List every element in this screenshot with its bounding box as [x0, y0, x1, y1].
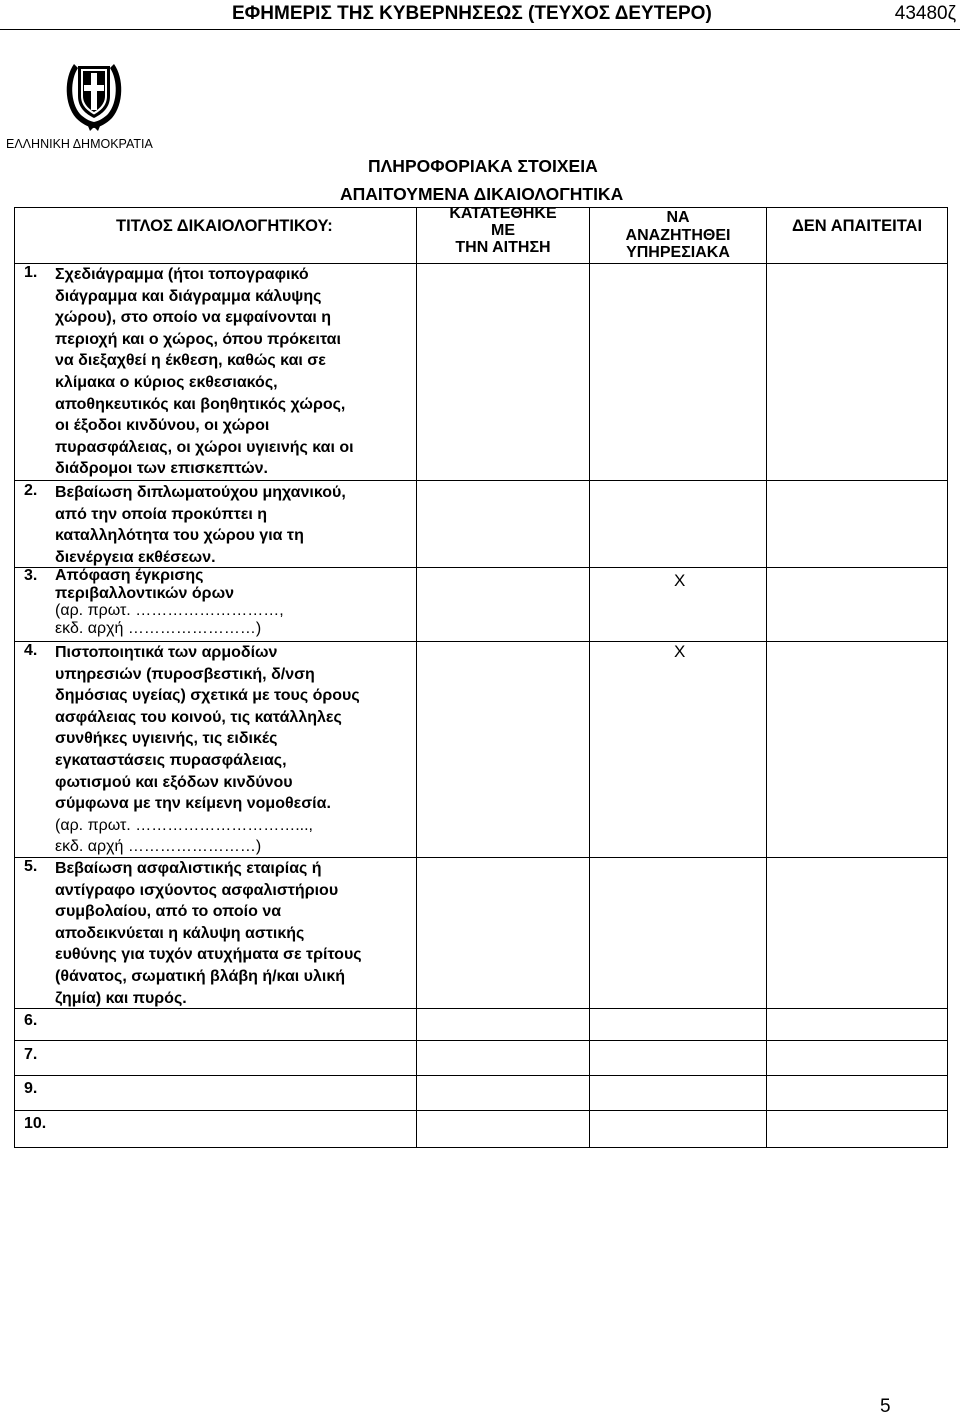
ex-officio-mark: Χ [674, 642, 686, 661]
row-line: διενέργεια εκθέσεων. [55, 548, 216, 566]
info-heading: ΠΛΗΡΟΦΟΡΙΑΚΑ ΣΤΟΙΧΕΙΑ [368, 156, 598, 176]
row-line: σύμφωνα με την κείμενη νομοθεσία. [55, 795, 331, 813]
row-line: Βεβαίωση διπλωματούχου μηχανικού, [55, 484, 346, 501]
row-line: Απόφαση έγκρισης [55, 567, 204, 584]
row-reference-line: (αρ. πρωτ. ………………………, [55, 602, 284, 619]
column-header-ex-officio-line: ΥΠΗΡΕΣΙΑΚΑ [626, 244, 730, 261]
row-number: 1. [24, 264, 38, 281]
row-line: περιοχή και ο χώρος, όπου πρόκειται [55, 330, 341, 348]
column-header-submitted [417, 205, 589, 256]
row-line: ασφάλειας του κοινού, τις κατάλληλες [55, 708, 342, 726]
row-number: 9. [24, 1080, 38, 1097]
row-description [55, 264, 354, 480]
column-header-title: ΤΙΤΛΟΣ ΔΙΚΑΙΟΛΟΓΗΤΙΚΟΥ: [116, 217, 333, 235]
row-line: ζημία) και πυρός. [55, 989, 187, 1007]
row-line: διάδρομοι των επισκεπτών. [55, 460, 268, 478]
row-line: κλίμακα ο κύριος εκθεσιακός, [55, 373, 278, 391]
row-line: ευθύνης για τυχόν ατυχήματα σε τρίτους [55, 946, 362, 964]
row-line: περιβαλλοντικών όρων [55, 584, 234, 602]
column-header-not-required: ΔΕΝ ΑΠΑΙΤΕΙΤΑΙ [791, 217, 923, 235]
gazette-title: ΕΦΗΜΕΡΙΣ ΤΗΣ ΚΥΒΕΡΝΗΣΕΩΣ (ΤΕΥΧΟΣ ΔΕΥΤΕΡΟ) [232, 3, 712, 24]
column-header-ex-officio-line: ΑΝΑΖΗΤΗΘΕΙ [625, 226, 731, 244]
row-line: Βεβαίωση ασφαλιστικής εταιρίας ή [55, 860, 322, 877]
row-number: 2. [24, 482, 38, 499]
row-line: εγκαταστάσεις πυρασφάλειας, [55, 751, 287, 769]
row-line: χώρου), στο οποίο να εμφαίνονται η [55, 309, 332, 327]
row-line: πυρασφάλειας, οι χώροι υγιεινής και οι [55, 438, 354, 456]
row-line: φωτισμού και εξόδων κινδύνου [55, 773, 293, 791]
row-line: συνθήκες υγιεινής, τις ειδικές [55, 730, 278, 748]
row-description [55, 567, 284, 637]
ex-officio-mark: Χ [674, 571, 686, 590]
row-line: διάγραμμα και διάγραμμα κάλυψης [55, 287, 322, 305]
row-line: υπηρεσιών (πυροσβεστική, δ/νση [55, 665, 315, 683]
page-number: 5 [880, 1396, 891, 1417]
row-number: 3. [24, 567, 38, 584]
row-line: (θάνατος, σωματική βλάβη ή/και υλική [55, 967, 346, 985]
row-description [55, 642, 360, 858]
row-reference-line: (αρ. πρωτ. …………………………..., [55, 816, 313, 834]
column-header-submitted-line: ΚΑΤΑΤΕΘΗΚΕ [449, 205, 557, 222]
row-description [55, 858, 362, 1009]
row-line: οι έξοδοι κινδύνου, οι χώροι [55, 417, 270, 435]
gazette-page-ref: 43480ζ [894, 3, 956, 24]
row-line: καταλληλότητα του χώρου για τη [55, 527, 304, 545]
row-line: δημόσιας υγείας) σχετικά με τους όρους [55, 687, 360, 705]
row-number: 7. [24, 1046, 38, 1063]
row-description [55, 482, 346, 568]
column-header-ex-officio-line: ΝΑ [666, 209, 690, 226]
row-reference-line: εκδ. αρχή ……………………) [55, 838, 262, 856]
row-line: να διεξαχθεί η έκθεση, καθώς και σε [55, 352, 326, 370]
row-line: αντίγραφο ισχύοντος ασφαλιστήριου [55, 881, 339, 899]
row-number: 6. [24, 1012, 38, 1029]
row-line: Σχεδιάγραμμα (ήτοι τοπογραφικό [55, 266, 309, 283]
row-line: από την οποία προκύπτει η [55, 505, 267, 523]
column-header-submitted-line: ΜΕ [491, 222, 515, 239]
row-line: αποδεικνύεται η κάλυψη αστικής [55, 924, 305, 942]
documents-heading: ΑΠΑΙΤΟΥΜΕΝΑ ΔΙΚΑΙΟΛΟΓΗΤΙΚΑ [340, 184, 624, 204]
column-header-ex-officio [589, 209, 767, 262]
row-number: 5. [24, 858, 38, 875]
row-line: Πιστοποιητικά των αρμοδίων [55, 644, 278, 661]
row-line: αποθηκευτικός και βοηθητικός χώρος, [55, 395, 346, 413]
column-header-submitted-line: ΤΗΝ ΑΙΤΗΣΗ [455, 239, 551, 256]
republic-label: ΕΛΛΗΝΙΚΗ ΔΗΜΟΚΡΑΤΙΑ [6, 137, 153, 151]
row-number: 10. [24, 1115, 47, 1132]
row-number: 4. [24, 642, 38, 659]
row-line: συμβολαίου, από το οποίο να [55, 903, 282, 921]
row-reference-line: εκδ. αρχή ……………………) [55, 619, 262, 637]
